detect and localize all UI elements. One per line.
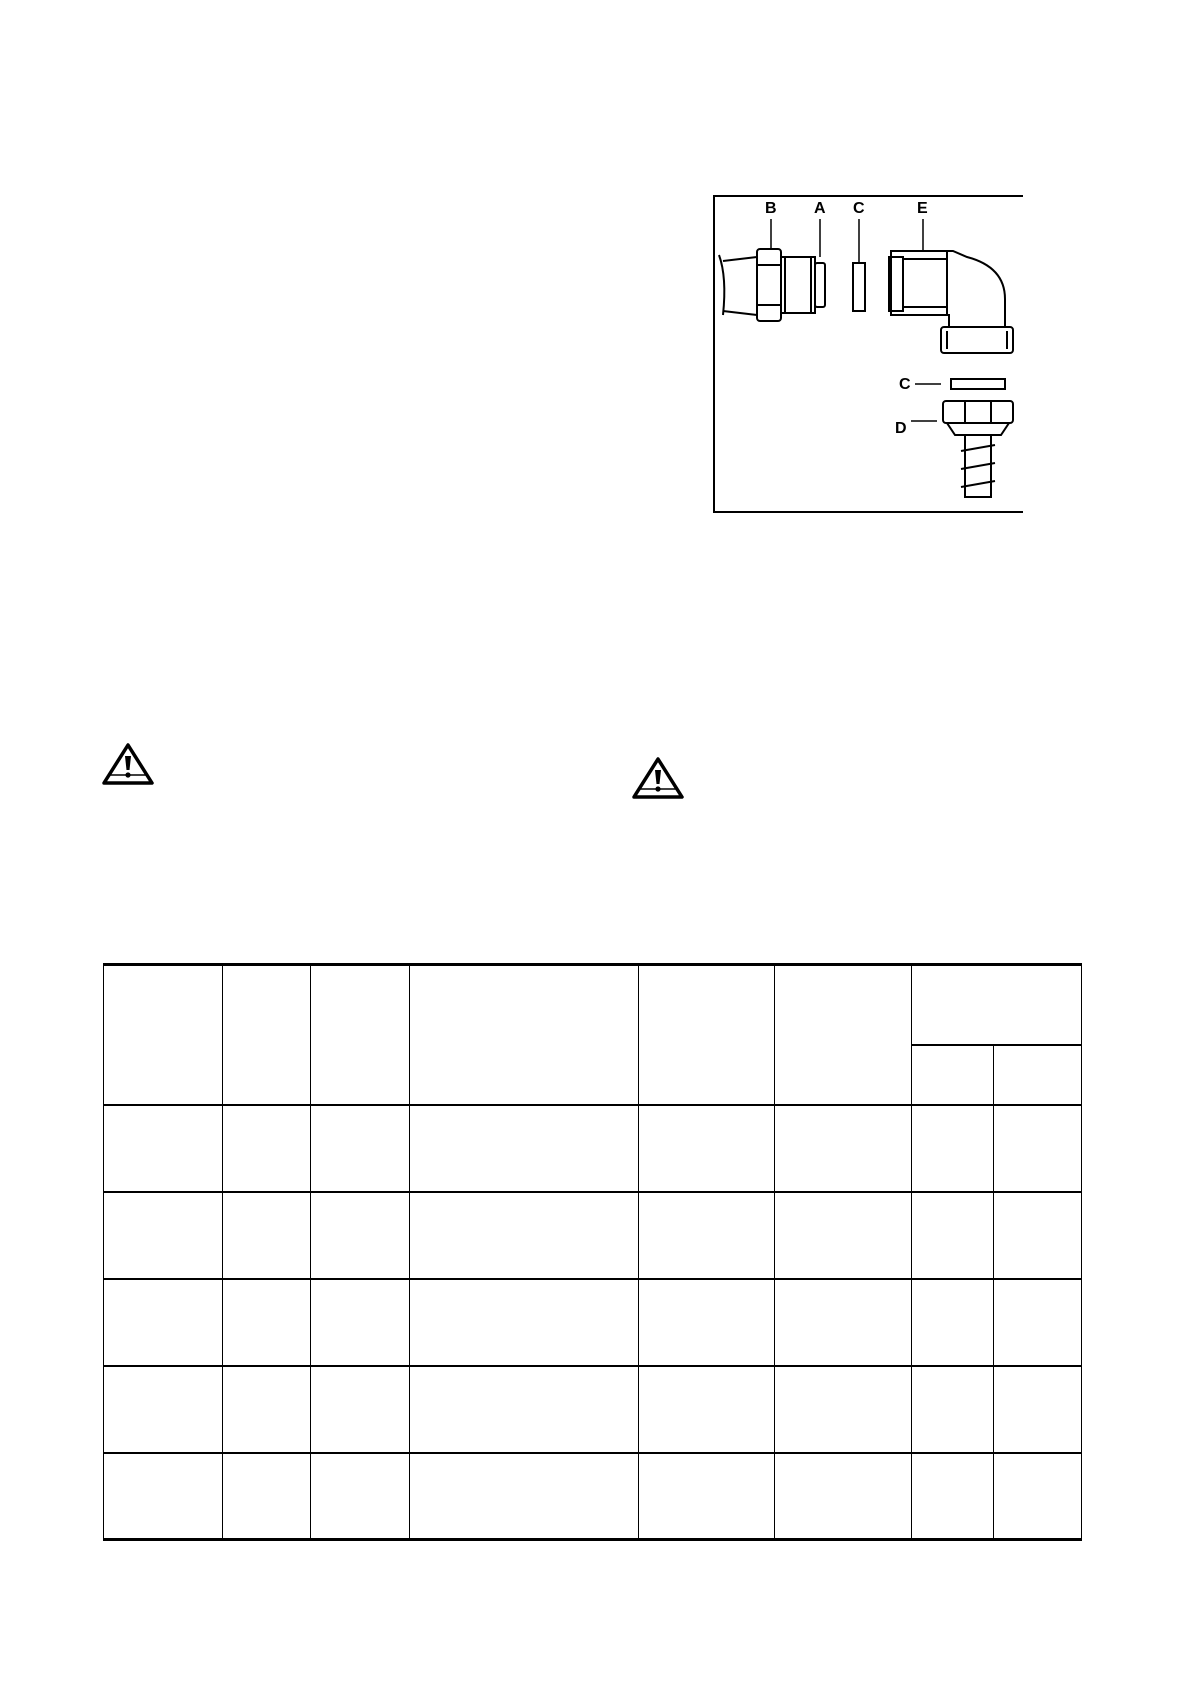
washer-c-top-shape: [853, 263, 865, 311]
specification-table: [103, 963, 1082, 1541]
table-cell: [410, 1279, 639, 1366]
label-c-top: C: [853, 200, 865, 217]
body-a-tip: [815, 263, 825, 307]
warning-triangle-icon-graphic: [102, 742, 154, 786]
table-row: [104, 1366, 1082, 1453]
table-cell: [994, 1453, 1082, 1540]
table-cell: [410, 1366, 639, 1453]
table-cell: [912, 1192, 994, 1279]
table-cell: [639, 1105, 775, 1192]
warning-triangle-icon: [102, 742, 154, 786]
spigot-barbs: [961, 445, 995, 487]
hose-line-top: [723, 257, 757, 261]
table-cell: [311, 1366, 410, 1453]
warning-triangle-icon: [632, 756, 684, 800]
table-cell: [223, 1192, 311, 1279]
label-b: B: [765, 200, 777, 217]
table-cell: [410, 1453, 639, 1540]
table-cell: [912, 1453, 994, 1540]
hose-fitting-diagram: [713, 195, 1023, 513]
label-c-side: C: [899, 376, 911, 393]
table-cell: [775, 1192, 912, 1279]
header-cell: [775, 965, 912, 1105]
table-cell: [639, 1453, 775, 1540]
table-cell: [639, 1192, 775, 1279]
label-e: E: [917, 200, 928, 217]
fitting-drawing: [715, 197, 1023, 511]
table-cell: [994, 1192, 1082, 1279]
header-cell: [223, 965, 311, 1105]
table-cell: [104, 1192, 223, 1279]
label-a: A: [814, 200, 826, 217]
table-header-row: [104, 965, 1082, 1045]
body-a-shape: [781, 257, 815, 313]
table-cell: [912, 1279, 994, 1366]
header-cell: [311, 965, 410, 1105]
table-cell: [775, 1366, 912, 1453]
hose-line-bottom: [723, 311, 757, 315]
header-cell: [639, 965, 775, 1105]
table-cell: [775, 1453, 912, 1540]
table-cell: [223, 1105, 311, 1192]
washer-c-side-shape: [951, 379, 1005, 389]
connector-d-base: [947, 423, 1009, 435]
table-cell: [104, 1366, 223, 1453]
header-cell: [104, 965, 223, 1105]
table-cell: [311, 1453, 410, 1540]
table-cell: [912, 1366, 994, 1453]
table-row: [104, 1453, 1082, 1540]
table-cell: [410, 1105, 639, 1192]
table-cell: [775, 1279, 912, 1366]
table-cell: [775, 1105, 912, 1192]
table-row: [104, 1192, 1082, 1279]
table-cell: [311, 1192, 410, 1279]
table-cell: [311, 1279, 410, 1366]
warning-triangle-icon-graphic: [632, 756, 684, 800]
subheader-cell: [912, 1045, 994, 1105]
table-row: [104, 1105, 1082, 1192]
connector-d-nut: [943, 401, 1013, 423]
table-row: [104, 1279, 1082, 1366]
table-cell: [104, 1453, 223, 1540]
table-cell: [639, 1366, 775, 1453]
table-cell: [223, 1366, 311, 1453]
table-cell: [410, 1192, 639, 1279]
table-cell: [639, 1279, 775, 1366]
table-cell: [223, 1453, 311, 1540]
table-cell: [311, 1105, 410, 1192]
label-d: D: [895, 420, 907, 437]
table-cell: [912, 1105, 994, 1192]
table-cell: [223, 1279, 311, 1366]
table-cell: [994, 1366, 1082, 1453]
table-cell: [104, 1105, 223, 1192]
elbow-outlet: [941, 327, 1013, 353]
hose-end: [719, 255, 724, 315]
table-cell: [104, 1279, 223, 1366]
table-cell: [994, 1105, 1082, 1192]
subheader-cell: [994, 1045, 1082, 1105]
header-cell-group: [912, 965, 1082, 1045]
table-cell: [994, 1279, 1082, 1366]
header-cell: [410, 965, 639, 1105]
nut-b-shape: [757, 249, 781, 321]
